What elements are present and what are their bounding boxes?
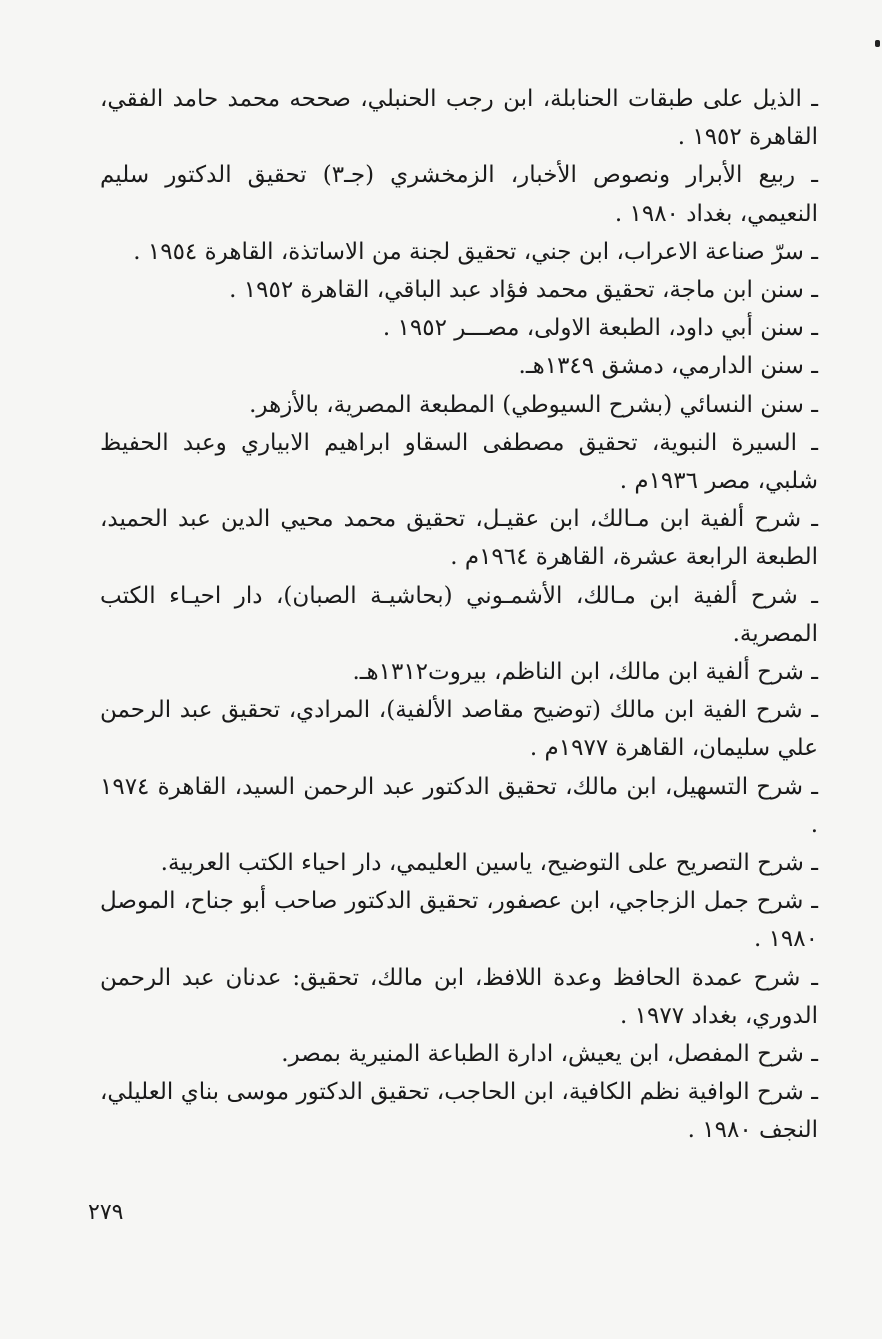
bibliography-entry: ـ شرح ألفية ابن مـالك، الأشمـوني (بحاشيـة الصبان)، دار احيـاء الكتب المصرية.: [100, 582, 818, 647]
edge-mark: [875, 40, 880, 47]
bibliography-entry: ـ شرح ألفية ابن مـالك، ابن عقيـل، تحقيق محمد محيي الدين عبد الحميد، الطبعة الرابعة عشرة، القاهرة ١٩٦٤م .: [100, 506, 818, 571]
bibliography-entry: ـ شرح المفصل، ابن يعيش، ادارة الطباعة المنيرية بمصر.: [281, 1041, 818, 1068]
bibliography-entry: ـ سنن الدارمي، دمشق ١٣٤٩هـ.: [518, 353, 818, 380]
bibliography-entry: ـ شرح الوافية نظم الكافية، ابن الحاجب، تحقيق الدكتور موسى بناي العليلي، النجف ١٩٨٠ .: [100, 1079, 818, 1144]
bibliography-entry: ـ سرّ صناعة الاعراب، ابن جني، تحقيق لجنة من الاساتذة، القاهرة ١٩٥٤ .: [133, 238, 818, 265]
bibliography-entry: ـ شرح جمل الزجاجي، ابن عصفور، تحقيق الدكتور صاحب أبو جناح، الموصل ١٩٨٠ .: [100, 888, 818, 953]
bibliography-entry: ـ شرح التصريح على التوضيح، ياسين العليمي، دار احياء الكتب العربية.: [160, 850, 818, 877]
bibliography-entry: ـ سنن أبي داود، الطبعة الاولى، مصـــر ١٩٥٢ .: [382, 315, 818, 342]
bibliography-entry: ـ شرح الفية ابن مالك (توضيح مقاصد الألفية)، المرادي، تحقيق عبد الرحمن علي سليمان، القاهرة ١٩٧٧م .: [100, 697, 818, 762]
page-number: ٢٧٩: [88, 1200, 124, 1225]
bibliography-entry: ـ شرح ألفية ابن مالك، ابن الناظم، بيروت١٣١٢هـ.: [352, 659, 818, 686]
bibliography-entry: ـ سنن ابن ماجة، تحقيق محمد فؤاد عبد الباقي، القاهرة ١٩٥٢ .: [229, 277, 818, 304]
bibliography-list: [100, 80, 818, 1150]
bibliography-entry: ـ ربيع الأبرار ونصوص الأخبار، الزمخشري (جـ٣) تحقيق الدكتور سليم النعيمي، بغداد ١٩٨٠ .: [100, 162, 818, 227]
bibliography-entry: ـ الذيل على طبقات الحنابلة، ابن رجب الحنبلي، صححه محمد حامد الفقي، القاهرة ١٩٥٢ .: [100, 86, 818, 151]
bibliography-entry: ـ السيرة النبوية، تحقيق مصطفى السقاو ابراهيم الابياري وعبد الحفيظ شلبي، مصر ١٩٣٦م .: [100, 429, 818, 495]
bibliography-entry: ـ سنن النسائي (بشرح السيوطي) المطبعة المصرية، بالأزهر.: [249, 391, 818, 418]
bibliography-entry: ـ شرح التسهيل، ابن مالك، تحقيق الدكتور عبد الرحمن السيد، القاهرة ١٩٧٤ .: [100, 773, 818, 838]
bibliography-entry: ـ شرح عمدة الحافظ وعدة اللافظ، ابن مالك، تحقيق: عدنان عبد الرحمن الدوري، بغداد ١٩٧٧ .: [100, 964, 818, 1029]
